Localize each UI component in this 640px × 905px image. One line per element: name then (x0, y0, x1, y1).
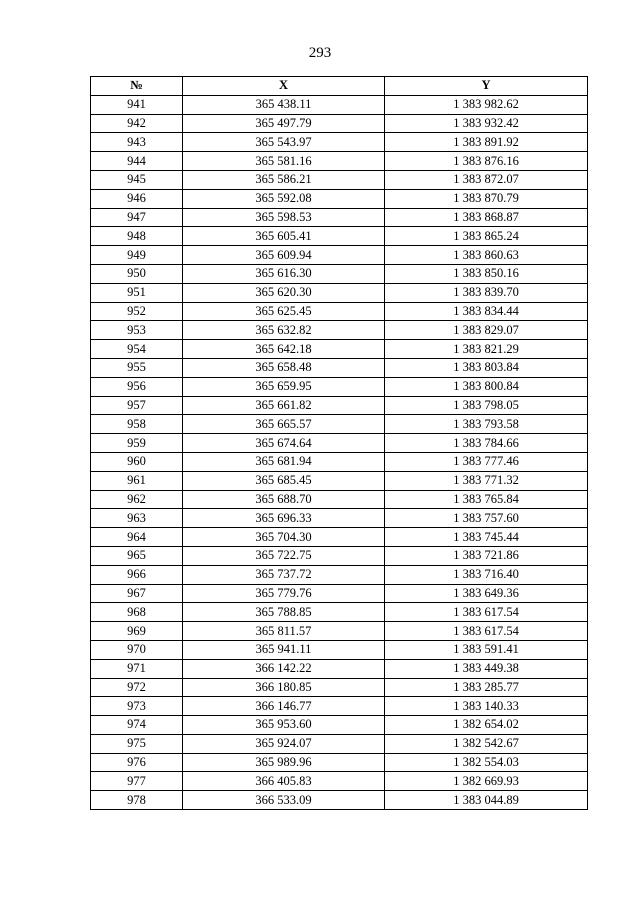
table-row (91, 396, 588, 415)
header-x: X (183, 77, 385, 96)
table-row (91, 603, 588, 622)
cell-y: 1 383 649.36 (385, 584, 588, 603)
cell-x: 365 696.33 (183, 509, 385, 528)
cell-x: 365 665.57 (183, 415, 385, 434)
cell-x: 366 405.83 (183, 772, 385, 791)
cell-number: 964 (91, 528, 183, 547)
cell-y: 1 383 872.07 (385, 170, 588, 189)
table-row (91, 246, 588, 265)
table-row (91, 659, 588, 678)
cell-number: 944 (91, 152, 183, 171)
cell-y: 1 383 793.58 (385, 415, 588, 434)
table-row (91, 622, 588, 641)
cell-y: 1 383 829.07 (385, 321, 588, 340)
coordinates-table (90, 76, 588, 810)
table-row (91, 152, 588, 171)
cell-x: 365 941.11 (183, 640, 385, 659)
cell-y: 1 383 716.40 (385, 565, 588, 584)
cell-number: 959 (91, 434, 183, 453)
table-row (91, 678, 588, 697)
cell-number: 977 (91, 772, 183, 791)
cell-number: 941 (91, 95, 183, 114)
cell-y: 1 383 617.54 (385, 603, 588, 622)
cell-y: 1 383 591.41 (385, 640, 588, 659)
table-row (91, 95, 588, 114)
cell-number: 953 (91, 321, 183, 340)
cell-y: 1 383 784.66 (385, 434, 588, 453)
table-header-row (91, 77, 588, 96)
cell-number: 965 (91, 546, 183, 565)
table-body (91, 95, 588, 809)
cell-x: 365 605.41 (183, 227, 385, 246)
cell-y: 1 383 982.62 (385, 95, 588, 114)
cell-number: 978 (91, 791, 183, 810)
cell-x: 366 142.22 (183, 659, 385, 678)
cell-y: 1 383 285.77 (385, 678, 588, 697)
cell-number: 947 (91, 208, 183, 227)
cell-number: 956 (91, 377, 183, 396)
table-row (91, 415, 588, 434)
cell-y: 1 382 542.67 (385, 734, 588, 753)
table-row (91, 340, 588, 359)
cell-number: 955 (91, 358, 183, 377)
cell-y: 1 383 798.05 (385, 396, 588, 415)
cell-number: 962 (91, 490, 183, 509)
table-row (91, 716, 588, 735)
cell-y: 1 383 803.84 (385, 358, 588, 377)
table-row (91, 358, 588, 377)
cell-x: 365 620.30 (183, 283, 385, 302)
cell-y: 1 382 654.02 (385, 716, 588, 735)
table-row (91, 753, 588, 772)
cell-number: 946 (91, 189, 183, 208)
cell-y: 1 383 449.38 (385, 659, 588, 678)
cell-x: 365 598.53 (183, 208, 385, 227)
cell-x: 366 180.85 (183, 678, 385, 697)
cell-number: 943 (91, 133, 183, 152)
cell-number: 974 (91, 716, 183, 735)
cell-x: 365 779.76 (183, 584, 385, 603)
cell-number: 958 (91, 415, 183, 434)
cell-x: 366 533.09 (183, 791, 385, 810)
cell-y: 1 383 721.86 (385, 546, 588, 565)
table-row (91, 565, 588, 584)
table-row (91, 471, 588, 490)
table-row (91, 227, 588, 246)
cell-x: 366 146.77 (183, 697, 385, 716)
cell-y: 1 383 821.29 (385, 340, 588, 359)
cell-x: 365 953.60 (183, 716, 385, 735)
cell-y: 1 383 834.44 (385, 302, 588, 321)
cell-x: 365 681.94 (183, 452, 385, 471)
cell-y: 1 383 771.32 (385, 471, 588, 490)
cell-number: 952 (91, 302, 183, 321)
cell-y: 1 383 777.46 (385, 452, 588, 471)
cell-x: 365 625.45 (183, 302, 385, 321)
cell-x: 365 543.97 (183, 133, 385, 152)
table-row (91, 321, 588, 340)
table-row (91, 528, 588, 547)
cell-number: 961 (91, 471, 183, 490)
cell-number: 975 (91, 734, 183, 753)
cell-x: 365 924.07 (183, 734, 385, 753)
cell-x: 365 788.85 (183, 603, 385, 622)
cell-number: 945 (91, 170, 183, 189)
table-row (91, 584, 588, 603)
cell-x: 365 581.16 (183, 152, 385, 171)
table-row (91, 734, 588, 753)
cell-y: 1 383 868.87 (385, 208, 588, 227)
cell-number: 948 (91, 227, 183, 246)
cell-number: 950 (91, 264, 183, 283)
page-number: 293 (308, 45, 332, 61)
cell-x: 365 586.21 (183, 170, 385, 189)
cell-number: 942 (91, 114, 183, 133)
table-row (91, 509, 588, 528)
cell-x: 365 722.75 (183, 546, 385, 565)
cell-number: 963 (91, 509, 183, 528)
table-row (91, 302, 588, 321)
cell-y: 1 383 765.84 (385, 490, 588, 509)
cell-y: 1 383 891.92 (385, 133, 588, 152)
table-row (91, 640, 588, 659)
cell-number: 967 (91, 584, 183, 603)
cell-x: 365 688.70 (183, 490, 385, 509)
cell-number: 970 (91, 640, 183, 659)
cell-x: 365 811.57 (183, 622, 385, 641)
cell-x: 365 658.48 (183, 358, 385, 377)
cell-number: 976 (91, 753, 183, 772)
table-row (91, 697, 588, 716)
table-row (91, 170, 588, 189)
cell-number: 968 (91, 603, 183, 622)
cell-y: 1 383 876.16 (385, 152, 588, 171)
cell-number: 957 (91, 396, 183, 415)
cell-x: 365 661.82 (183, 396, 385, 415)
cell-number: 971 (91, 659, 183, 678)
cell-x: 365 674.64 (183, 434, 385, 453)
cell-y: 1 383 870.79 (385, 189, 588, 208)
cell-y: 1 382 669.93 (385, 772, 588, 791)
cell-y: 1 383 745.44 (385, 528, 588, 547)
table-row (91, 490, 588, 509)
table-row (91, 133, 588, 152)
cell-x: 365 704.30 (183, 528, 385, 547)
table-row (91, 452, 588, 471)
table-row (91, 377, 588, 396)
table-row (91, 264, 588, 283)
cell-x: 365 685.45 (183, 471, 385, 490)
cell-y: 1 383 850.16 (385, 264, 588, 283)
cell-x: 365 737.72 (183, 565, 385, 584)
cell-x: 365 609.94 (183, 246, 385, 265)
cell-x: 365 632.82 (183, 321, 385, 340)
cell-number: 966 (91, 565, 183, 584)
cell-number: 969 (91, 622, 183, 641)
cell-x: 365 497.79 (183, 114, 385, 133)
cell-y: 1 383 140.33 (385, 697, 588, 716)
table-row (91, 434, 588, 453)
cell-x: 365 642.18 (183, 340, 385, 359)
cell-y: 1 383 044.89 (385, 791, 588, 810)
table-row (91, 283, 588, 302)
cell-number: 972 (91, 678, 183, 697)
table-row (91, 791, 588, 810)
cell-y: 1 383 860.63 (385, 246, 588, 265)
cell-y: 1 383 839.70 (385, 283, 588, 302)
cell-number: 954 (91, 340, 183, 359)
header-y: Y (385, 77, 588, 96)
cell-number: 960 (91, 452, 183, 471)
cell-x: 365 616.30 (183, 264, 385, 283)
cell-x: 365 592.08 (183, 189, 385, 208)
table-row (91, 114, 588, 133)
cell-y: 1 383 757.60 (385, 509, 588, 528)
cell-number: 973 (91, 697, 183, 716)
table-row (91, 772, 588, 791)
cell-number: 949 (91, 246, 183, 265)
cell-y: 1 383 865.24 (385, 227, 588, 246)
table-row (91, 546, 588, 565)
cell-x: 365 659.95 (183, 377, 385, 396)
table-row (91, 208, 588, 227)
cell-y: 1 383 932.42 (385, 114, 588, 133)
header-number: № (91, 77, 183, 96)
table-row (91, 189, 588, 208)
cell-y: 1 383 617.54 (385, 622, 588, 641)
cell-x: 365 438.11 (183, 95, 385, 114)
cell-y: 1 383 800.84 (385, 377, 588, 396)
cell-y: 1 382 554.03 (385, 753, 588, 772)
cell-number: 951 (91, 283, 183, 302)
cell-x: 365 989.96 (183, 753, 385, 772)
